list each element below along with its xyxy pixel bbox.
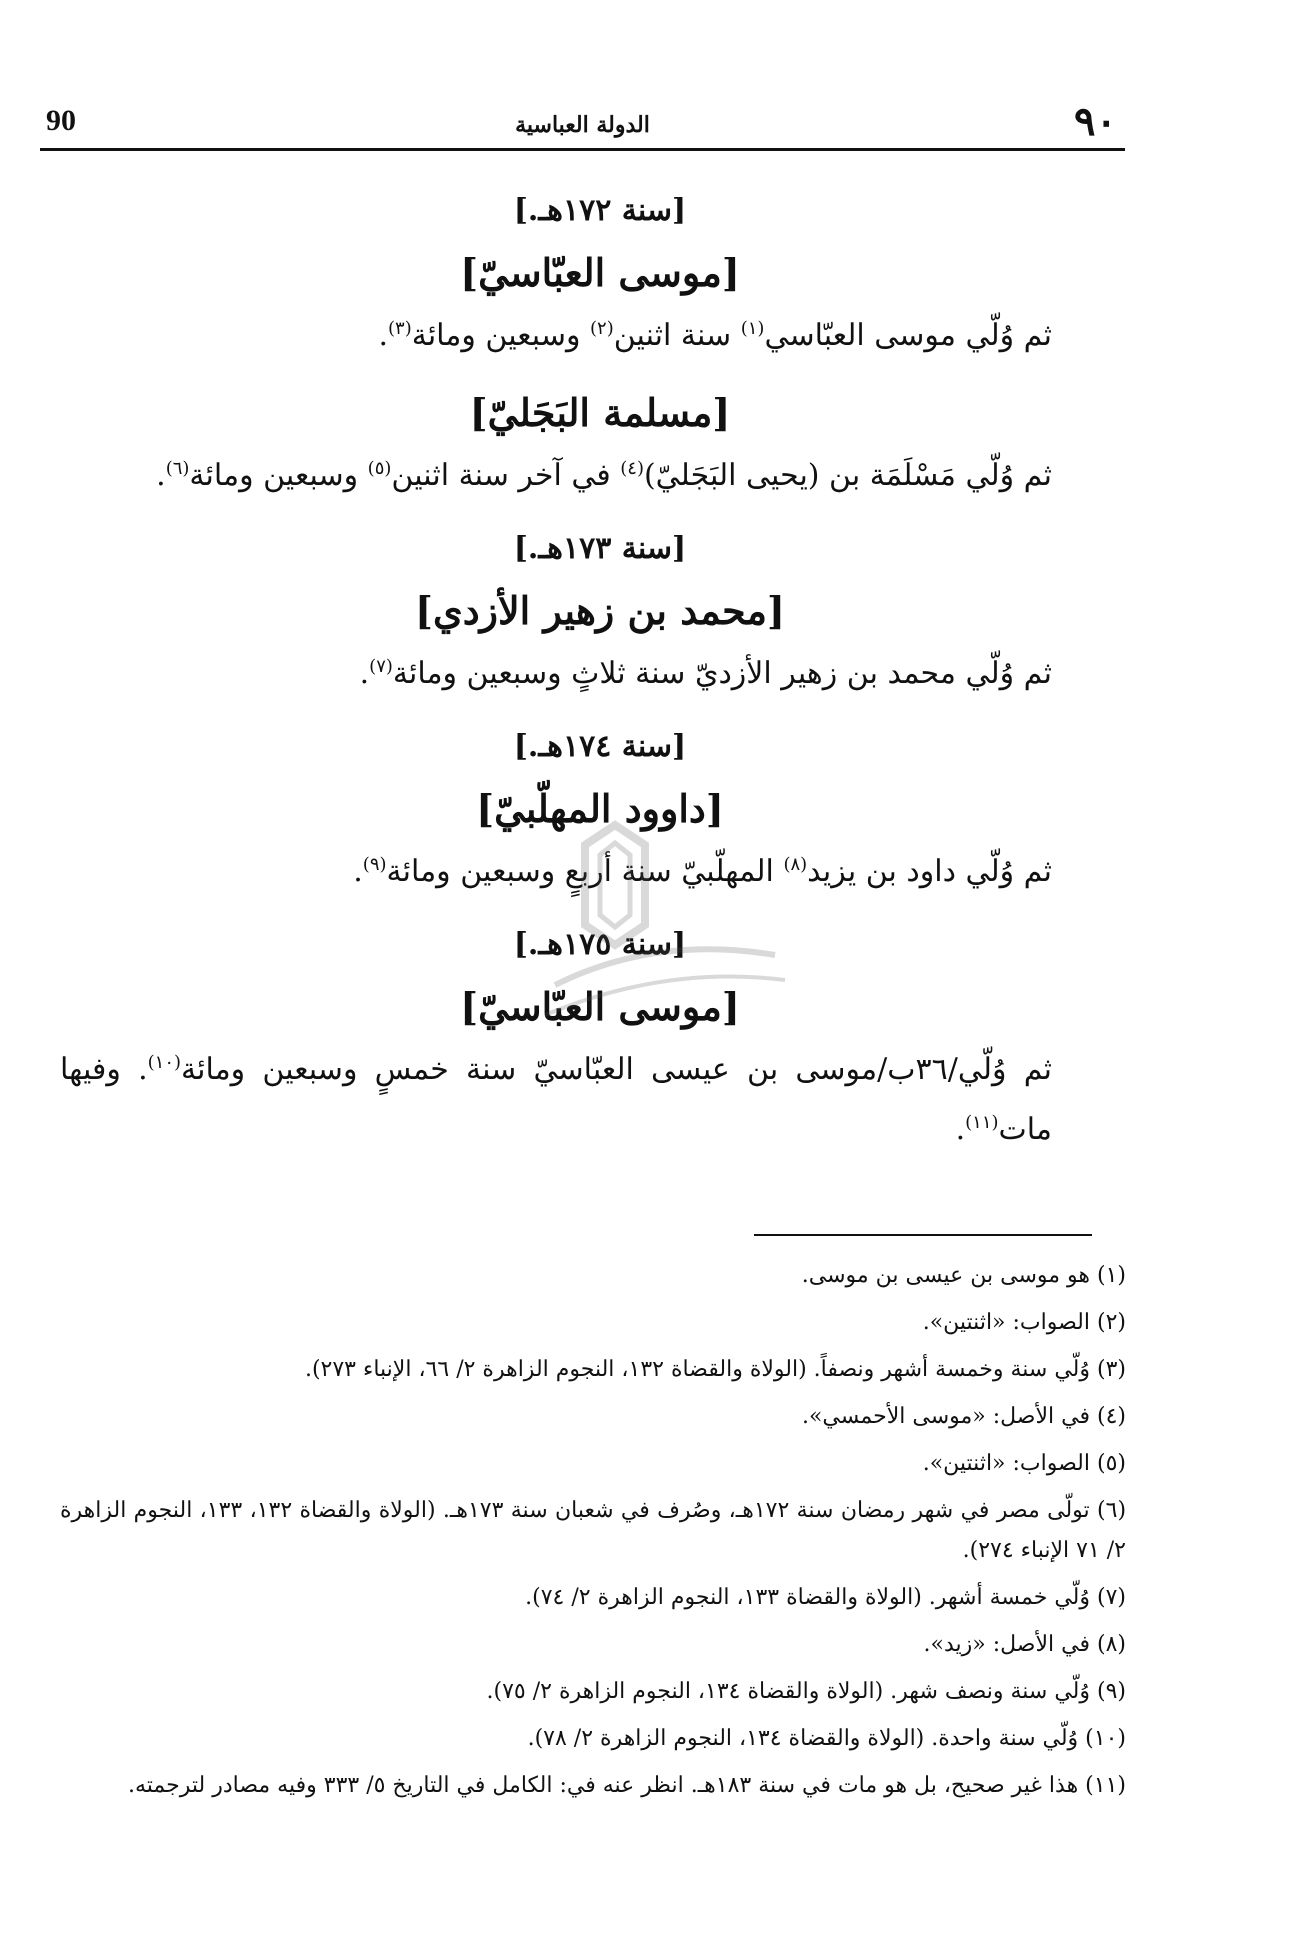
footnote-ref[interactable]: (١١) [965, 1112, 999, 1133]
footnote: (٤) في الأصل: «موسى الأحمسي». [801, 1404, 1126, 1429]
footnote: (١) هو موسى بن عيسى بن موسى. [801, 1263, 1126, 1288]
footnote-ref[interactable]: (٣) [388, 318, 412, 339]
watermark-seal-icon [515, 815, 795, 1045]
text-run: في آخر سنة اثنين [391, 458, 621, 493]
footnote: (٧) وُلّي خمسة أشهر. (الولاة والقضاة ١٣٣، النجوم الزاهرة ٢/ ٧٤). [525, 1585, 1126, 1610]
footnote-ref[interactable]: (٢) [589, 318, 614, 339]
text-run: وسبعين ومائة [189, 458, 368, 493]
section-heading: [موسى العبّاسيّ] [460, 984, 740, 1029]
footnote: (٢) الصواب: «اثنتين». [922, 1310, 1126, 1335]
text-run: ثم وُلّي موسى العبّاسي [764, 318, 1052, 353]
year-heading: [سنة ١٧٤هـ.] [513, 729, 687, 764]
footnote: (٨) في الأصل: «زيد». [923, 1632, 1126, 1657]
footnote: (٣) وُلّي سنة وخمسة أشهر ونصفاً. (الولاة والقضاة ١٣٢، النجوم الزاهرة ٢/ ٦٦، الإنباء ٢٧٣). [304, 1357, 1126, 1382]
page-number-latin: 90 [46, 104, 76, 137]
year-heading: [سنة ١٧٢هـ.] [513, 193, 687, 228]
text-run: سنة اثنين [613, 318, 741, 353]
text-run: . [955, 1112, 966, 1147]
paragraph [60, 446, 1070, 506]
footnote: (٦) تولّى مصر في شهر رمضان سنة ١٧٢هـ، وصُرف في شعبان سنة ١٧٣هـ. (الولاة والقضاة ١٣٢، ١٣٣، النجوم الزاهرة ٢/ ٧١ الإنباء ٢٧٤). [60, 1498, 1127, 1563]
footnote-ref[interactable]: (٤) [620, 458, 644, 479]
section-heading: [مسلمة البَجَليّ] [469, 390, 731, 435]
text-run: . وفيها مات [60, 1052, 1052, 1147]
footnote: (٩) وُلّي سنة ونصف شهر. (الولاة والقضاة ١٣٤، النجوم الزاهرة ٢/ ٧٥). [486, 1679, 1126, 1704]
footnote: (٥) الصواب: «اثنتين». [922, 1451, 1126, 1476]
footnotes [60, 1256, 1132, 1813]
text-run: ثم وُلّي مَسْلَمَة بن (يحيى البَجَليّ) [643, 458, 1052, 493]
year-heading: [سنة ١٧٣هـ.] [513, 531, 687, 566]
section-heading: [داوود المهلّبيّ] [476, 786, 724, 831]
text-run: . [359, 656, 370, 691]
footnote: (١٠) وُلّي سنة واحدة. (الولاة والقضاة ١٣٤، النجوم الزاهرة ٢/ ٧٨). [527, 1726, 1126, 1751]
paragraph [60, 1040, 1070, 1160]
text-run: ثم وُلّي/٣٦ب/موسى بن عيسى العبّاسيّ سنة خمسٍ وسبعين ومائة [181, 1052, 1053, 1087]
text-run: . [378, 318, 388, 353]
footnote-ref[interactable]: (١٠) [147, 1052, 182, 1073]
running-title: الدولة العباسية [515, 112, 650, 138]
year-heading: [سنة ١٧٥هـ.] [513, 927, 687, 962]
text-run: ثم وُلّي داود بن يزيد [807, 854, 1052, 889]
text-run: . [156, 458, 166, 493]
text-run: وسبعين ومائة [411, 318, 590, 353]
page-number-arabic: ٩٠ [1074, 98, 1117, 145]
footnote-divider [754, 1234, 1092, 1236]
footnote-ref[interactable]: (٨) [783, 854, 808, 875]
text-run: المهلّبيّ سنة أربعٍ وسبعين ومائة [386, 854, 784, 889]
footnote: (١١) هذا غير صحيح، بل هو مات في سنة ١٨٣هـ. انظر عنه في: الكامل في التاريخ ٥/ ٣٣٣ وفيه مصادر لترجمته. [127, 1773, 1126, 1798]
section-heading: [موسى العبّاسيّ] [460, 250, 740, 295]
running-header [40, 98, 1125, 151]
text-run: . [353, 854, 363, 889]
paragraph [60, 644, 1070, 704]
footnote-ref[interactable]: (١) [740, 318, 765, 339]
footnote-ref[interactable]: (٩) [362, 854, 387, 875]
footnote-ref[interactable]: (٦) [165, 458, 190, 479]
footnote-ref[interactable]: (٧) [369, 656, 393, 677]
section-heading: [محمد بن زهير الأزدي] [414, 588, 786, 633]
paragraph [60, 306, 1070, 366]
text-run: ثم وُلّي محمد بن زهير الأزديّ سنة ثلاثٍ وسبعين ومائة [392, 656, 1052, 691]
footnote-ref[interactable]: (٥) [367, 458, 392, 479]
